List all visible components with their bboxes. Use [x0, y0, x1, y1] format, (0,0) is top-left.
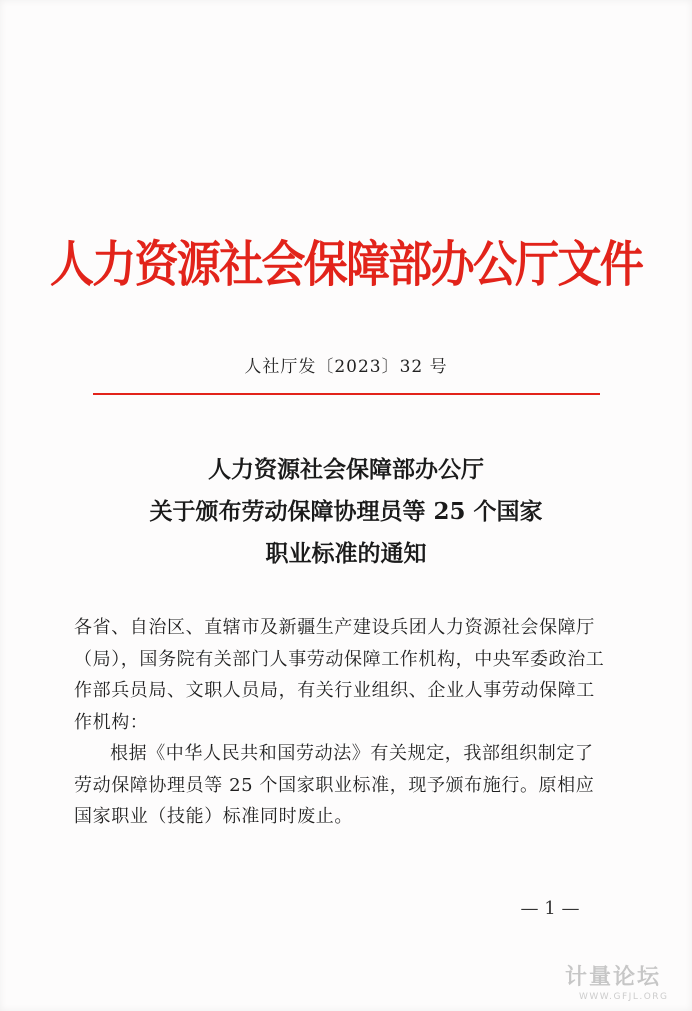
- notice-title: [0, 449, 692, 575]
- document-number: 人社厅发〔2023〕32 号: [244, 357, 448, 377]
- addressee-line: 作机构：: [74, 711, 149, 733]
- site-watermark: [565, 965, 689, 1007]
- addressee-line: 各省、自治区、直辖市及新疆生产建设兵团人力资源社会保障厅: [74, 617, 595, 638]
- paragraph-line: 劳动保障协理员等 25 个国家职业标准，现予颁布施行。原相应: [74, 774, 595, 796]
- issuing-office-header: 人力资源社会保障部办公厅文件: [49, 235, 643, 293]
- paragraph-line: 根据《中华人民共和国劳动法》有关规定，我部组织制定了: [110, 743, 594, 764]
- notice-title-line: 关于颁布劳动保障协理员等 25 个国家: [149, 498, 543, 525]
- document-body: [74, 612, 634, 833]
- notice-title-line: 人力资源社会保障部办公厅: [208, 456, 484, 483]
- watermark-url: WWW.GFJL.ORG: [579, 992, 669, 1002]
- paragraph-line: 国家职业（技能）标准同时废止。: [74, 806, 353, 827]
- page-number: — 1 —: [520, 898, 580, 919]
- red-separator-line: [93, 393, 600, 395]
- addressee-line: 作部兵员局、文职人员局，有关行业组织、企业人事劳动保障工: [74, 680, 595, 701]
- addressee-line: （局），国务院有关部门人事劳动保障工作机构，中央军委政治工: [74, 648, 605, 670]
- notice-title-line: 职业标准的通知: [265, 540, 427, 567]
- watermark-text: 计量论坛: [565, 965, 662, 990]
